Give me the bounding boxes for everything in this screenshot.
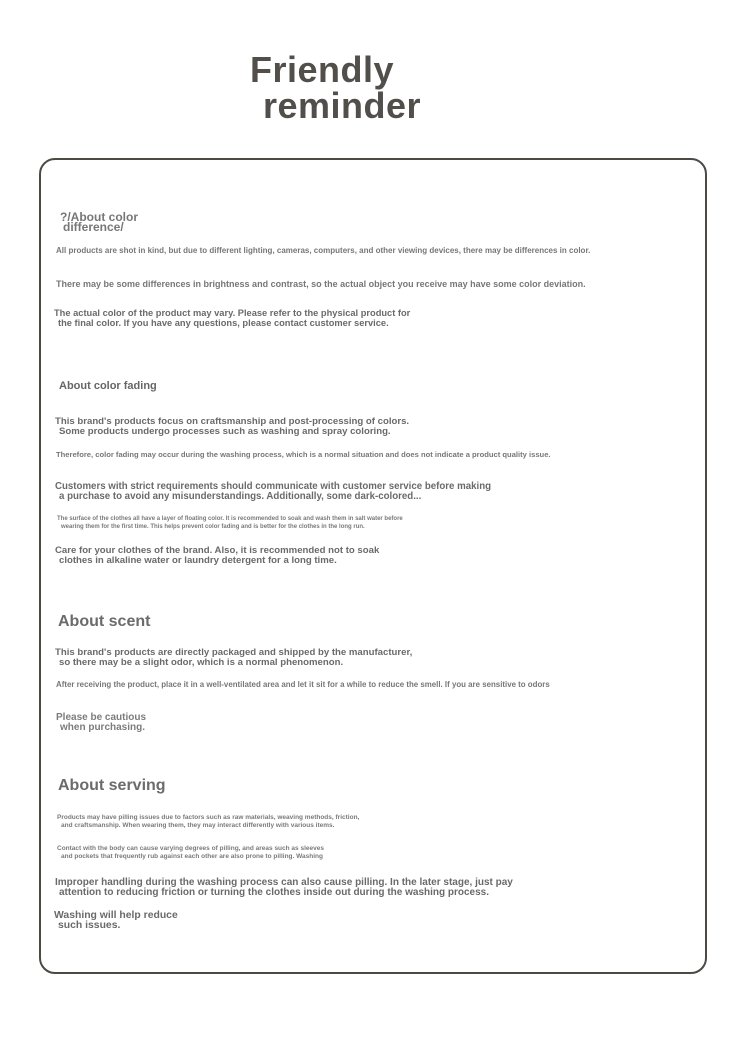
color-fading-paragraph-5 [55,546,379,566]
color-fading-paragraph-3 [55,482,491,502]
text-line: The actual color of the product may vary. Please refer to the physical product for [54,308,411,318]
text-line: when purchasing. [60,722,146,733]
color-fading-paragraph-2: Therefore, color fading may occur during the washing process, which is a normal situation and does not indicate a product quality issue. [56,450,551,459]
text-line: Washing will help reduce [54,910,178,921]
serving-paragraph-4 [54,911,178,931]
color-fading-heading: About color fading [59,380,157,392]
text-line: This brand's products focus on craftsmanship and post-processing of colors. [55,416,410,427]
text-line: attention to reducing friction or turning the clothes inside out during the washing process. [59,887,490,898]
color-difference-paragraph-2: There may be some differences in brightness and contrast, so the actual object you receive may have some color deviation. [56,279,586,289]
text-line: wearing them for the first time. This helps prevent color fading and is better for the clothes in the long run. [61,524,365,530]
scent-paragraph-2: After receiving the product, place it in a well-ventilated area and let it sit for a while to reduce the smell. If you are sensitive to odors [56,680,550,689]
heading-line: ?/About color [60,210,138,224]
text-line: such issues. [58,920,121,931]
text-line: clothes in alkaline water or laundry detergent for a long time. [59,555,337,566]
scent-paragraph-1 [55,648,412,668]
text-line: Contact with the body can cause varying degrees of pilling, and areas such as sleeves [57,845,324,852]
text-line: Customers with strict requirements should communicate with customer service before making [55,481,492,492]
text-line: This brand's products are directly packaged and shipped by the manufacturer, [55,647,413,658]
text-line: the final color. If you have any questions, please contact customer service. [58,318,389,328]
text-line: Care for your clothes of the brand. Also, it is recommended not to soak [55,545,380,556]
color-difference-heading [60,212,138,232]
text-line: Improper handling during the washing process can also cause pilling. In the later stage, just pay [55,877,513,888]
color-difference-paragraph-1: All products are shot in kind, but due to different lighting, cameras, computers, and other viewing devices, there may be differences in color. [56,246,591,255]
serving-paragraph-2 [57,845,324,861]
scent-heading: About scent [58,613,151,630]
color-fading-paragraph-4 [57,515,403,531]
text-line: Please be cautious [56,712,147,723]
title-line-2: reminder [263,85,422,126]
text-line: The surface of the clothes all have a layer of floating color. It is recommended to soak and wash them in salt water before [57,516,403,522]
serving-paragraph-3 [55,878,513,898]
color-difference-paragraph-3 [54,308,410,328]
text-line: a purchase to avoid any misunderstandings. Additionally, some dark-colored... [59,491,422,502]
title-line-1: Friendly [250,49,395,90]
serving-heading: About serving [58,777,166,794]
scent-paragraph-3 [56,713,146,733]
text-line: so there may be a slight odor, which is a normal phenomenon. [59,657,344,668]
color-fading-paragraph-1 [55,417,409,437]
text-line: Products may have pilling issues due to factors such as raw materials, weaving methods, friction, [57,814,360,821]
heading-line: difference/ [63,220,124,234]
page-title [250,49,510,126]
text-line: and craftsmanship. When wearing them, they may interact differently with various items. [61,822,335,829]
text-line: and pockets that frequently rub against each other are also prone to pilling. Washing [61,853,323,860]
text-line: Some products undergo processes such as washing and spray coloring. [59,426,391,437]
serving-paragraph-1 [57,814,359,830]
